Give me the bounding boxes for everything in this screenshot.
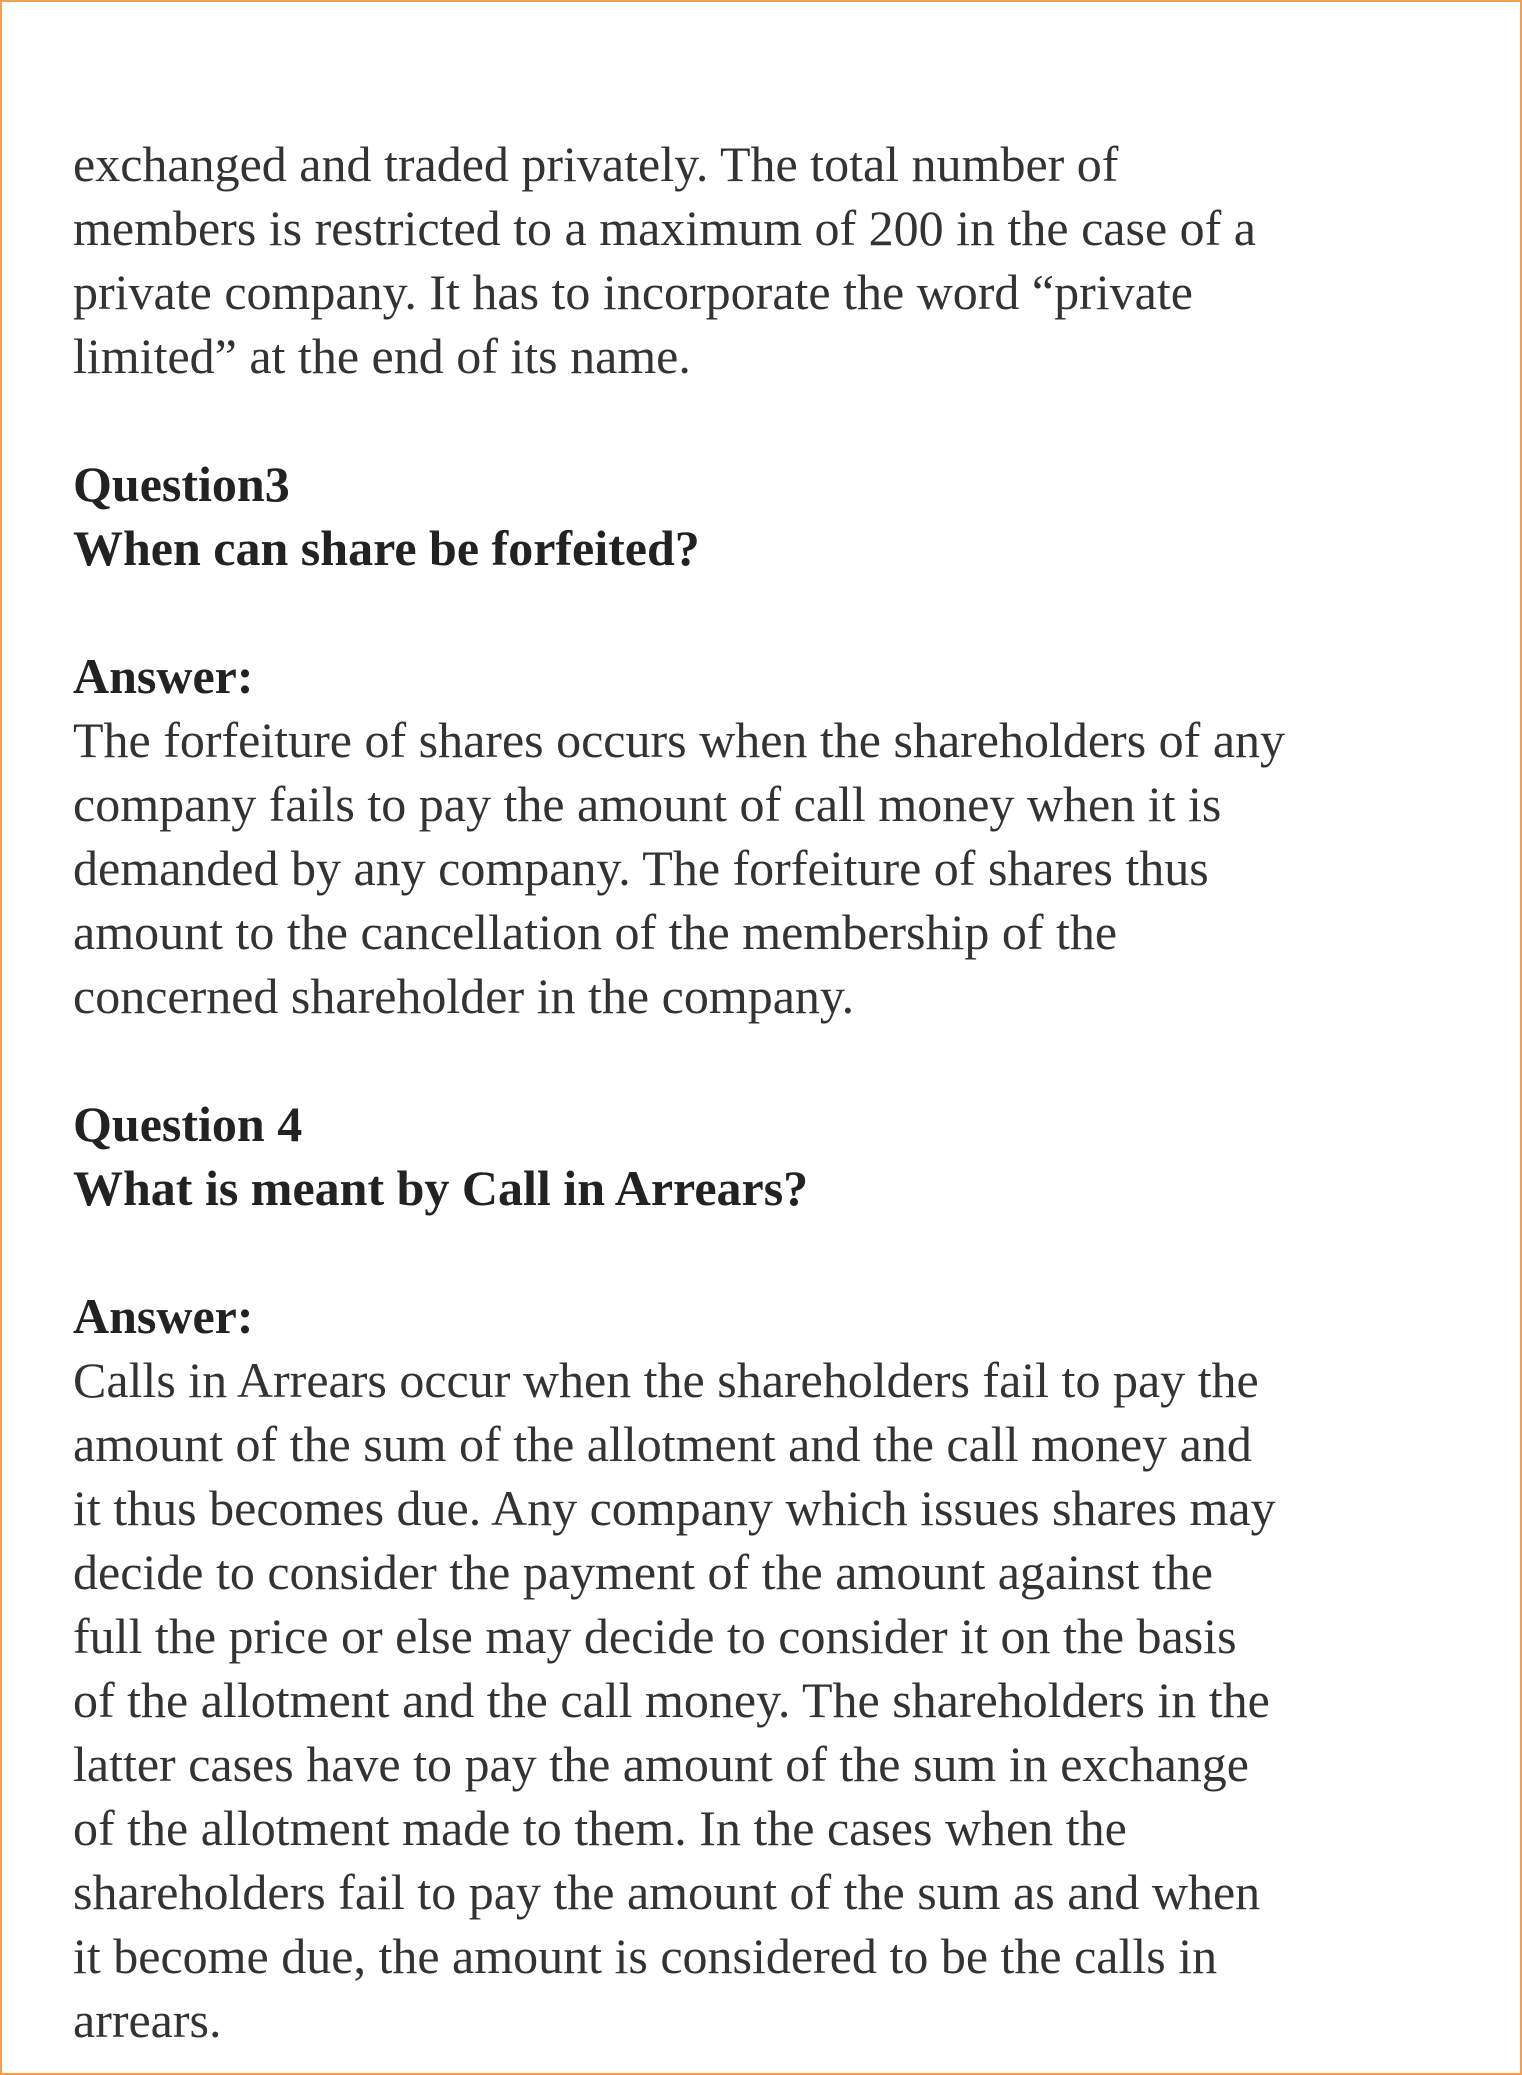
text-line: demanded by any company. The forfeiture of shares thus [73,840,1209,896]
question-3-title: When can share be forfeited? [73,520,700,576]
text-line: decide to consider the payment of the amount against the [73,1544,1213,1600]
text-line: limited” at the end of its name. [73,328,691,384]
text-line: of the allotment and the call money. The shareholders in the [73,1672,1270,1728]
text-line: company fails to pay the amount of call money when it is [73,776,1222,832]
question-4-number: Question 4 [73,1096,303,1152]
text-line: The forfeiture of shares occurs when the shareholders of any [73,712,1286,768]
text-line: of the allotment made to them. In the cases when the [73,1800,1127,1856]
spacer [73,1220,1473,1284]
document-content [73,132,1473,2052]
text-line: latter cases have to pay the amount of the sum in exchange [73,1736,1249,1792]
text-line: exchanged and traded privately. The total number of [73,136,1119,192]
text-line: it become due, the amount is considered to be the calls in [73,1928,1218,1984]
text-line: Calls in Arrears occur when the shareholders fail to pay the [73,1352,1259,1408]
spacer [73,388,1473,452]
spacer [73,1028,1473,1092]
text-line: shareholders fail to pay the amount of the sum as and when [73,1864,1261,1920]
text-line: concerned shareholder in the company. [73,968,855,1024]
text-line: full the price or else may decide to consider it on the basis [73,1608,1237,1664]
text-line: it thus becomes due. Any company which issues shares may [73,1480,1276,1536]
answer-3-block [73,644,1473,1028]
intro-paragraph [73,132,1473,388]
question-4-block [73,1092,1473,1220]
question-4-title: What is meant by Call in Arrears? [73,1160,809,1216]
question-3-number: Question3 [73,456,290,512]
spacer [73,580,1473,644]
question-3-block [73,452,1473,580]
text-line: arrears. [73,1992,222,2048]
text-line: amount of the sum of the allotment and the call money and [73,1416,1252,1472]
answer-3-label: Answer: [73,648,254,704]
answer-4-label: Answer: [73,1288,254,1344]
text-line: amount to the cancellation of the membership of the [73,904,1118,960]
text-line: private company. It has to incorporate the word “private [73,264,1193,320]
text-line: members is restricted to a maximum of 200 in the case of a [73,200,1256,256]
answer-4-block [73,1284,1473,2052]
